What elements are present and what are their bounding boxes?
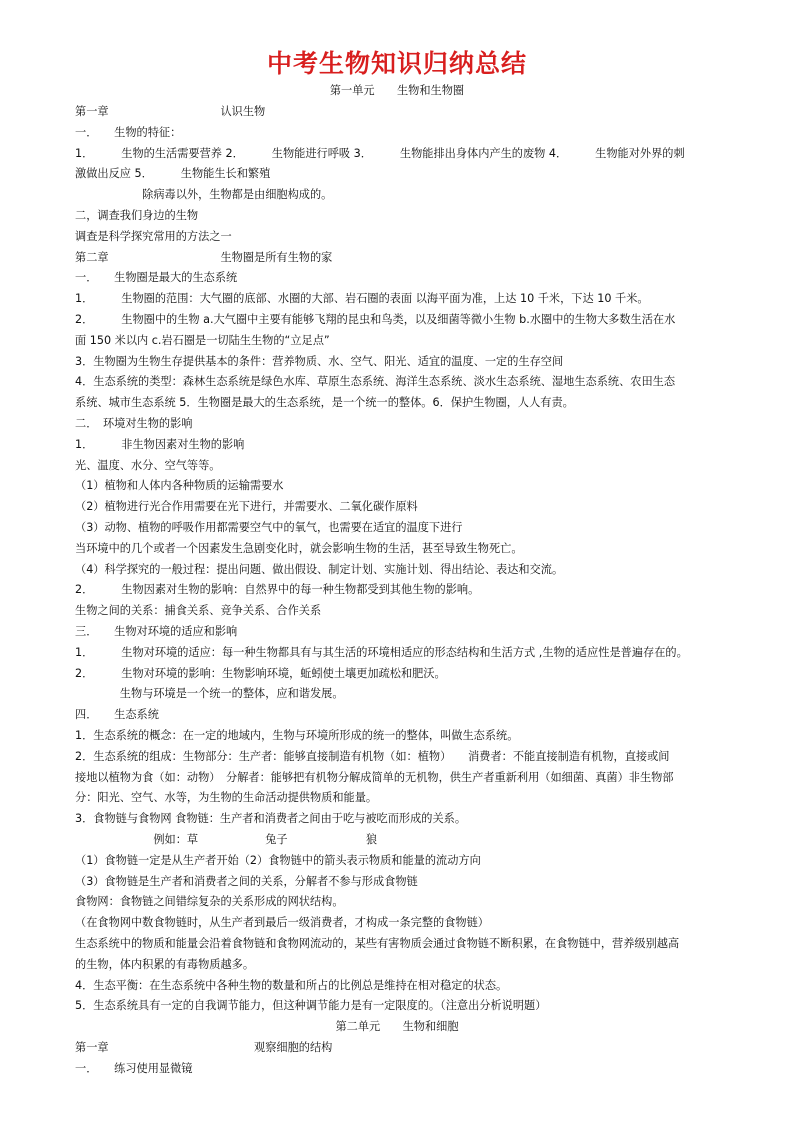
text-line: （1）植物和人体内各种物质的运输需要水 bbox=[75, 479, 284, 492]
text-line: 1．生态系统的概念：在一定的地域内，生物与环境所形成的统一的整体，叫做生态系统。 bbox=[75, 729, 519, 742]
text-line: 系统、城市生态系统 5．生物圈是最大的生态系统，是一个统一的整体。6．保护生物圈，人人有责。 bbox=[75, 396, 574, 409]
text-line: 一． 练习使用显微镜 bbox=[75, 1062, 193, 1075]
text-line: 生物与环境是一个统一的整体，应和谐发展。 bbox=[75, 687, 344, 700]
text-line: 5．生态系统具有一定的自我调节能力，但这种调节能力是有一定限度的。（注意出分析说明题） bbox=[75, 999, 547, 1012]
text-line: 2． 生物圈中的生物 a.大气圈中主要有能够飞翔的昆虫和鸟类，以及细菌等微小生物 b.水圈中的生物大多数生活在水 bbox=[75, 313, 676, 326]
text-line: 二，调查我们身边的生物 bbox=[75, 209, 199, 222]
text-line: 调查是科学探究常用的方法之一 bbox=[75, 230, 232, 243]
text-line: 一． 生物的特征： bbox=[75, 126, 182, 139]
text-line: 第二章 生物圈是所有生物的家 bbox=[75, 251, 333, 264]
text-line: 二． 环境对生物的影响 bbox=[75, 417, 193, 430]
text-line: 1． 生物的生活需要营养 2． 生物能进行呼吸 3． 生物能排出身体内产生的废物 4． 生物能对外界的刺 bbox=[75, 147, 685, 160]
text-line: 生态系统中的物质和能量会沿着食物链和食物网流动的，某些有害物质会通过食物链不断积累，在食物链中，营养级别越高 bbox=[75, 937, 680, 950]
text-line: 4．生态系统的类型：森林生态系统是绿色水库、草原生态系统、海洋生态系统、淡水生态系统、湿地生态系统、农田生态 bbox=[75, 375, 676, 388]
document-title: 中考生物知识归纳总结 bbox=[266, 49, 527, 78]
text-line: 三． 生物对环境的适应和影响 bbox=[75, 625, 238, 638]
text-line: 一． 生物圈是最大的生态系统 bbox=[75, 271, 238, 284]
text-line: 当环境中的几个或者一个因素发生急剧变化时，就会影响生物的生活，甚至导致生物死亡。 bbox=[75, 542, 523, 555]
text-line: 食物网：食物链之间错综复杂的关系形成的网状结构。 bbox=[75, 895, 344, 908]
text-line: （1）食物链一定是从生产者开始（2）食物链中的箭头表示物质和能量的流动方向 bbox=[75, 854, 481, 867]
text-line: 1． 生物对环境的适应：每一种生物都具有与其生活的环境相适应的形态结构和生活方式 ,生物的适应性是普遍存在的。 bbox=[75, 646, 688, 659]
text-line: 2．生态系统的组成：生物部分：生产者：能够直接制造有机物（如：植物） 消费者：不能直接制造有机物，直接或间 bbox=[75, 750, 670, 763]
text-line: 例如：草 兔子 狼 bbox=[75, 833, 378, 846]
unit-heading: 第二单元 生物和细胞 bbox=[335, 1020, 459, 1033]
text-line: 面 150 米以内 c.岩石圈是一切陆生生物的“立足点” bbox=[75, 334, 330, 347]
text-line: （2）植物进行光合作用需要在光下进行，并需要水、二氧化碳作原料 bbox=[75, 500, 418, 513]
text-line: 2． 生物因素对生物的影响：自然界中的每一种生物都受到其他生物的影响。 bbox=[75, 583, 480, 596]
text-line: 4．生态平衡：在生态系统中各种生物的数量和所占的比例总是维持在相对稳定的状态。 bbox=[75, 979, 508, 992]
text-line: 除病毒以外，生物都是由细胞构成的。 bbox=[75, 188, 333, 201]
text-line: 1． 生物圈的范围：大气圈的底部、水圈的大部、岩石圈的表面 以海平面为准，上达 10 千米，下达 10 千米。 bbox=[75, 292, 649, 305]
text-line: 3．食物链与食物网 食物链：生产者和消费者之间由于吃与被吃而形成的关系。 bbox=[75, 812, 467, 825]
text-line: 第一章 观察细胞的结构 bbox=[75, 1041, 333, 1054]
text-line: （4）科学探究的一般过程：提出问题、做出假设、制定计划、实施计划、得出结论、表达和交流。 bbox=[75, 563, 564, 576]
text-line: 3．生物圈为生物生存提供基本的条件：营养物质、水、空气、阳光、适宜的温度、一定的生存空间 bbox=[75, 355, 564, 368]
text-line: 分：阳光、空气、水等，为生物的生命活动提供物质和能量。 bbox=[75, 791, 378, 804]
text-line: 生物之间的关系：捕食关系、竞争关系、合作关系 bbox=[75, 604, 322, 617]
text-line: 光、温度、水分、空气等等。 bbox=[75, 459, 221, 472]
text-line: 1． 非生物因素对生物的影响 bbox=[75, 438, 245, 451]
text-line: 接地以植物为食（如：动物） 分解者：能够把有机物分解成简单的无机物，供生产者重新利用（如细菌、真菌）非生物部 bbox=[75, 771, 674, 784]
text-line: 激做出反应 5． 生物能生长和繁殖 bbox=[75, 167, 271, 180]
text-line: （在食物网中数食物链时，从生产者到最后一级消费者，才构成一条完整的食物链） bbox=[75, 916, 489, 929]
text-line: 的生物，体内积累的有毒物质越多。 bbox=[75, 958, 255, 971]
text-line: （3）动物、植物的呼吸作用都需要空气中的氧气，也需要在适宜的温度下进行 bbox=[75, 521, 463, 534]
text-line: 2． 生物对环境的影响：生物影响环境，蚯蚓使土壤更加疏松和肥沃。 bbox=[75, 667, 446, 680]
text-line: 第一章 认识生物 bbox=[75, 105, 266, 118]
unit-heading: 第一单元 生物和生物圈 bbox=[329, 84, 465, 97]
text-line: （3）食物链是生产者和消费者之间的关系，分解者不参与形成食物链 bbox=[75, 875, 418, 888]
text-line: 四． 生态系统 bbox=[75, 708, 159, 721]
